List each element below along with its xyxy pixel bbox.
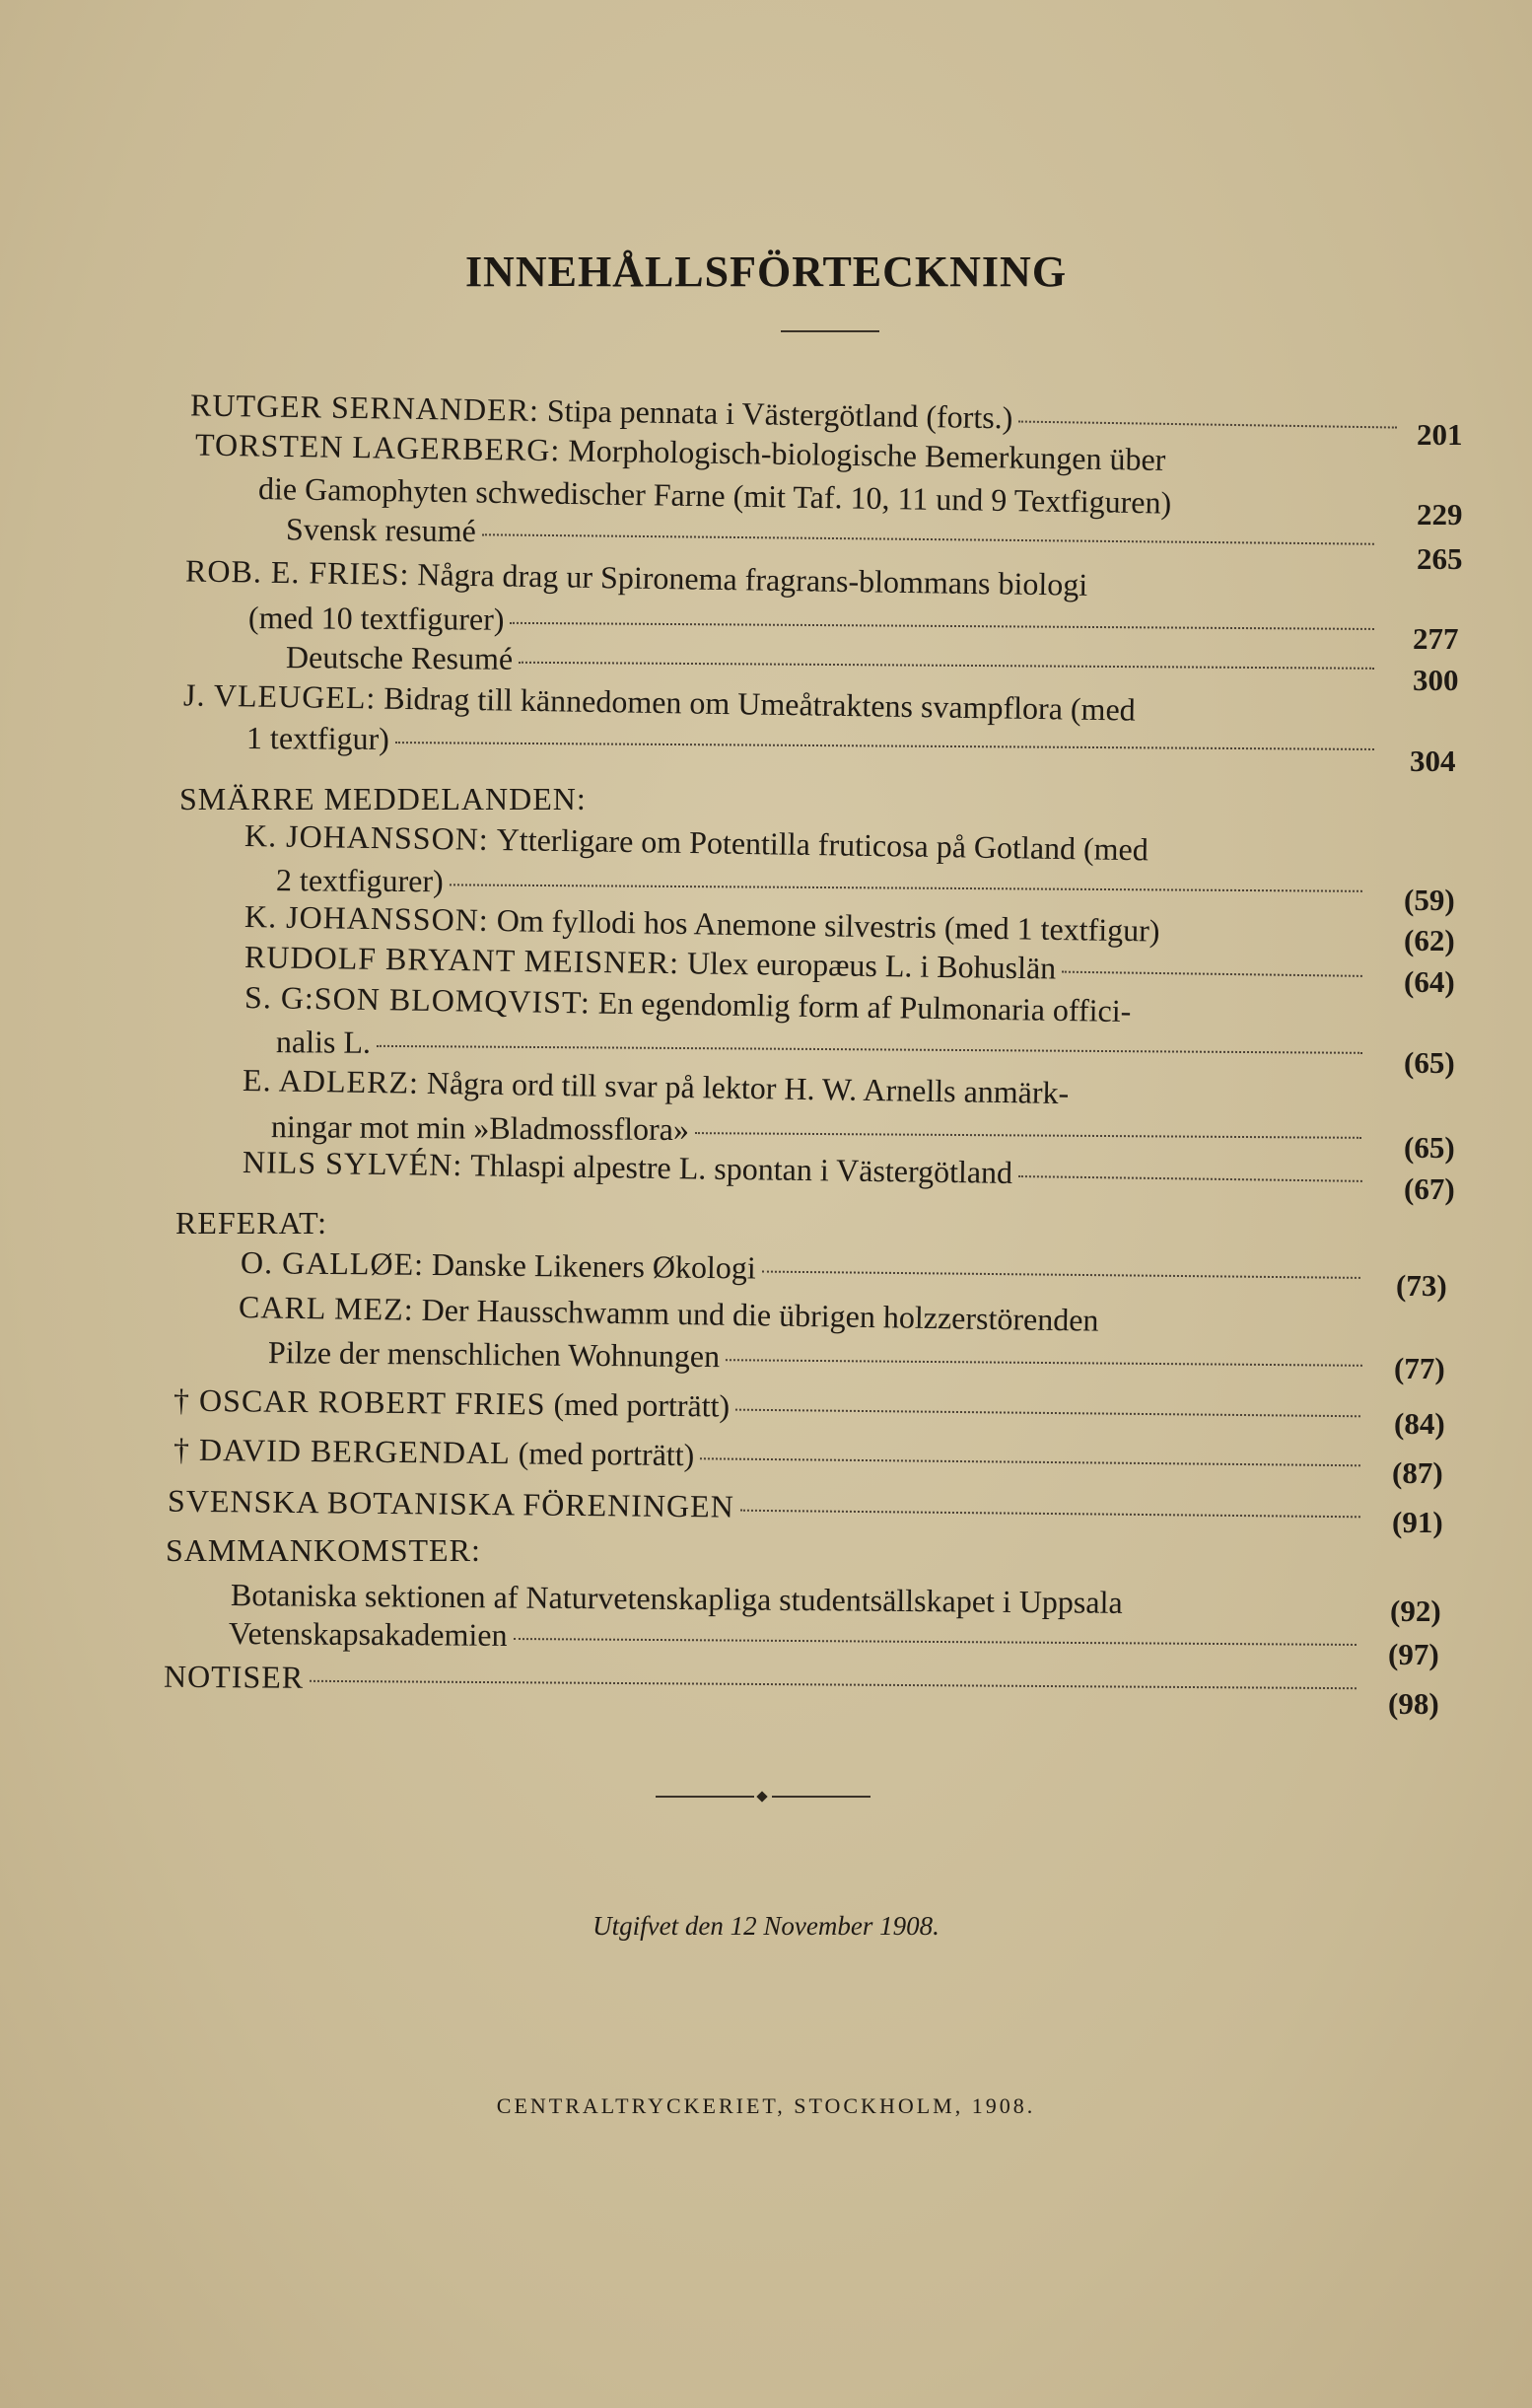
toc-page: (62) bbox=[1404, 923, 1455, 957]
toc-title: (med porträtt) bbox=[553, 1385, 731, 1424]
toc-page: (65) bbox=[1404, 1045, 1455, 1080]
toc-author: K. JOHANSSON: bbox=[244, 898, 490, 938]
toc-section bbox=[166, 1530, 757, 1570]
toc-title: Pilze der menschlichen Wohnungen bbox=[267, 1334, 721, 1375]
toc-title: Botaniska sektionen af Naturvetenskapliga studentsällskapet i Uppsala bbox=[230, 1576, 1123, 1620]
toc-entry bbox=[174, 1381, 1366, 1433]
issue-date: Utgifvet den 12 November 1908. bbox=[592, 1911, 940, 1941]
toc-entry bbox=[286, 637, 1380, 684]
toc-entry bbox=[276, 1022, 1368, 1069]
toc-title: Om fyllodi hos Anemone silvestris (med 1 textfigur) bbox=[496, 902, 1160, 949]
leader-dots bbox=[1018, 1175, 1362, 1182]
toc-section bbox=[179, 779, 771, 818]
toc-title: Ulex europæus L. i Bohuslän bbox=[686, 945, 1057, 986]
leader-dots bbox=[1018, 421, 1397, 429]
ornament-divider bbox=[656, 1793, 872, 1801]
toc-title: 1 textfigur) bbox=[245, 719, 389, 756]
toc-author: ROB. E. FRIES: bbox=[184, 552, 410, 593]
toc-entry bbox=[241, 1242, 1366, 1294]
toc-title: Ytterligare om Potentilla fruticosa på Gotland (med bbox=[496, 820, 1149, 868]
toc-entry bbox=[168, 1481, 1366, 1533]
toc-page: (65) bbox=[1404, 1130, 1455, 1165]
toc-title: Morphologisch-biologische Bemerkungen über bbox=[568, 432, 1166, 477]
leader-dots bbox=[1062, 971, 1362, 977]
toc-title: nalis L. bbox=[275, 1024, 372, 1060]
toc-page: (64) bbox=[1404, 964, 1455, 999]
toc-title: (med porträtt) bbox=[518, 1435, 695, 1473]
toc-title: 2 textfigurer) bbox=[275, 862, 444, 899]
toc-author: † OSCAR ROBERT FRIES bbox=[173, 1381, 546, 1422]
toc-author: E. ADLERZ: bbox=[242, 1061, 420, 1100]
ornament-bar-right bbox=[772, 1796, 870, 1798]
title-rule bbox=[781, 330, 879, 332]
toc-author: CARL MEZ: bbox=[238, 1288, 414, 1327]
toc-author: K. JOHANSSON: bbox=[244, 816, 490, 857]
toc-title: Några drag ur Spironema fragrans-blommans biologi bbox=[417, 556, 1088, 602]
toc-author: NOTISER bbox=[163, 1658, 305, 1695]
toc-page: (87) bbox=[1392, 1455, 1443, 1490]
toc-entry bbox=[164, 1657, 1362, 1704]
toc-author: TORSTEN LAGERBERG: bbox=[194, 426, 561, 468]
leader-dots bbox=[310, 1680, 1357, 1689]
toc-author: S. G:SON BLOMQVIST: bbox=[244, 978, 592, 1021]
toc-title: Deutsche Resumé bbox=[285, 639, 514, 676]
toc-entry bbox=[174, 1430, 1366, 1482]
leader-dots bbox=[700, 1457, 1360, 1466]
leader-dots bbox=[450, 884, 1362, 891]
toc-title: Stipa pennata i Västergötland (forts.) bbox=[546, 392, 1013, 436]
toc-page: 277 bbox=[1413, 621, 1459, 656]
leader-dots bbox=[395, 742, 1374, 750]
leader-dots bbox=[514, 1638, 1357, 1646]
toc-page: 265 bbox=[1417, 541, 1463, 576]
toc-author: J. VLEUGEL: bbox=[182, 676, 377, 716]
toc-title: ningar mot min »Bladmossflora» bbox=[270, 1108, 690, 1148]
toc-author: † DAVID BERGENDAL bbox=[173, 1431, 511, 1471]
leader-dots bbox=[695, 1132, 1361, 1139]
toc-page: (98) bbox=[1388, 1686, 1439, 1721]
toc-page: (67) bbox=[1404, 1171, 1455, 1206]
page-title: INNEHÅLLSFÖRTECKNING bbox=[464, 248, 1068, 296]
leader-dots bbox=[377, 1045, 1362, 1054]
toc-title: Bidrag till kännedomen om Umeåtraktens svampflora (med bbox=[383, 679, 1136, 728]
toc-title: Några ord till svar på lektor H. W. Arnells anmärk- bbox=[426, 1064, 1070, 1111]
section-heading: REFERAT: bbox=[175, 1205, 327, 1240]
toc-title: die Gamophyten schwedischer Farne (mit Taf. 10, 11 und 9 Textfiguren) bbox=[257, 470, 1172, 521]
toc-page: (91) bbox=[1392, 1505, 1443, 1539]
ornament-diamond-icon bbox=[756, 1791, 767, 1802]
leader-dots bbox=[519, 662, 1374, 670]
section-heading: SMÄRRE MEDDELANDEN: bbox=[179, 781, 587, 816]
toc-page: 201 bbox=[1417, 417, 1463, 452]
toc-page: 229 bbox=[1417, 497, 1463, 531]
toc-title: Der Hausschwamm und die übrigen holzzerstörenden bbox=[421, 1291, 1099, 1338]
toc-page: (92) bbox=[1390, 1594, 1441, 1628]
toc-title: Thlaspi alpestre L. spontan i Västergötland bbox=[470, 1147, 1013, 1190]
leader-dots bbox=[726, 1359, 1362, 1367]
toc-page: (73) bbox=[1396, 1268, 1447, 1303]
ornament-bar-left bbox=[656, 1796, 754, 1798]
toc-page: 304 bbox=[1410, 744, 1456, 778]
toc-title: Svensk resumé bbox=[285, 511, 477, 549]
toc-entry bbox=[246, 718, 1380, 765]
toc-page: (84) bbox=[1394, 1406, 1445, 1441]
leader-dots bbox=[735, 1409, 1360, 1418]
toc-page: (77) bbox=[1394, 1351, 1445, 1385]
section-heading: SAMMANKOMSTER: bbox=[166, 1532, 481, 1568]
toc-page: 300 bbox=[1413, 663, 1459, 697]
toc-page: (59) bbox=[1404, 883, 1455, 917]
toc-title: Danske Likeners Økologi bbox=[431, 1246, 756, 1286]
toc-author: RUTGER SERNANDER: bbox=[189, 387, 540, 428]
toc-author: SVENSKA BOTANISKA FÖRENINGEN bbox=[167, 1482, 735, 1524]
toc-author: O. GALLØE: bbox=[240, 1244, 425, 1282]
leader-dots bbox=[762, 1271, 1360, 1279]
leader-dots bbox=[482, 533, 1374, 544]
toc-title: En egendomlig form af Pulmonaria offici- bbox=[597, 984, 1132, 1029]
toc-entry bbox=[229, 1613, 1362, 1661]
leader-dots bbox=[510, 622, 1374, 630]
leader-dots bbox=[740, 1510, 1360, 1519]
printer-imprint: CENTRALTRYCKERIET, STOCKHOLM, 1908. bbox=[496, 2093, 1036, 2118]
toc-title: Vetenskapsakademien bbox=[228, 1614, 508, 1653]
toc-page: (97) bbox=[1388, 1637, 1439, 1671]
toc-section bbox=[175, 1203, 767, 1242]
toc-author: NILS SYLVÉN: bbox=[242, 1144, 463, 1183]
toc-author: RUDOLF BRYANT MEISNER: bbox=[244, 939, 680, 981]
toc-title: (med 10 textfigurer) bbox=[247, 599, 505, 637]
toc-entry bbox=[268, 1332, 1368, 1381]
